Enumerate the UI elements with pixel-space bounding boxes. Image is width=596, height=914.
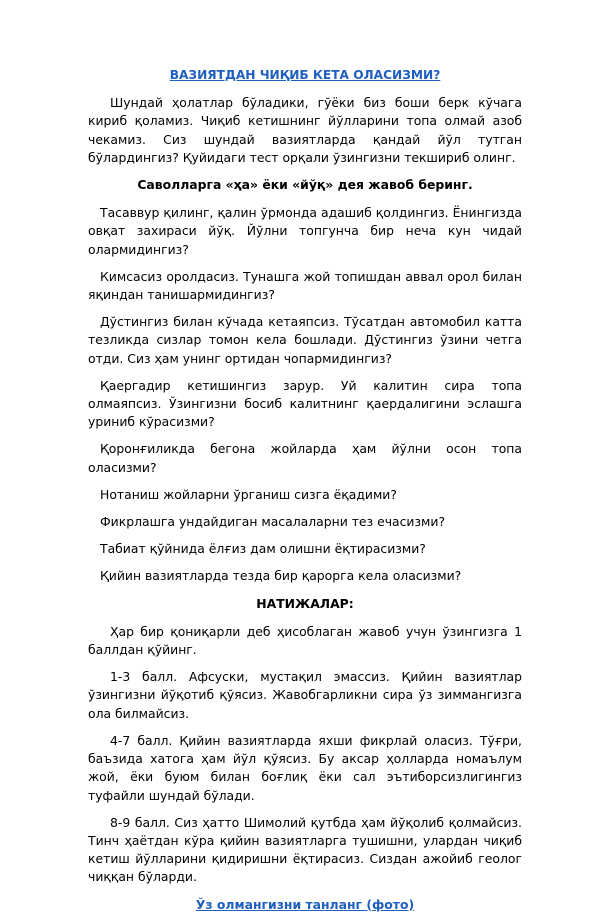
question-6: Нотаниш жойларни ўрганиш сизга ёқадими?: [100, 486, 397, 502]
question-4: Қаергадир кетишингиз зарур. Уй калитин сира топа олмаяпсиз. Ўзингизни босиб калитнинг қаердалигини эслашга уриниб кўрасизми?: [88, 377, 522, 430]
question-1: Тасаввур қилинг, қалин ўрмонда адашиб қолдингиз. Ёнингизда овқат захираси йўқ. Йўлни топгунча бир неча кун чидай олармидингиз?: [88, 205, 522, 257]
result-8-9-paragraph: 8-9 балл. Сиз ҳатто Шимолий қутбда ҳам йўқолиб қолмайсиз. Тинч ҳаётдан кўра қийин вазиятларга тушишни, улардан чиқиб кетиш йўлларини қидиришни ёқтирасиз. Сиздан ажойиб геолог чиққан бўларди.: [88, 814, 522, 885]
question-2: Кимсасиз оролдасиз. Тунашга жой топишдан аввал орол билан яқиндан танишармидингиз?: [88, 268, 522, 303]
results-heading: НАТИЖАЛАР:: [256, 595, 354, 611]
question-9: Қийин вазиятларда тезда бир қарорга кела оласизми?: [100, 568, 462, 584]
article-title-link[interactable]: ВАЗИЯТДАН ЧИҚИБ КЕТА ОЛАСИЗМИ?: [169, 68, 441, 82]
question-7: Фикрлашга ундайдиган масалаларни тез ечасизми?: [100, 514, 446, 530]
question-3: Дўстингиз билан кўчада кетаяпсиз. Тўсатдан автомобил катта тезликда сизлар томон кела бошлади. Дўстингиз ўзини четга отди. Сиз ҳам унинг ортидан чопармидингиз?: [88, 314, 522, 366]
document-page: [88, 66, 522, 914]
result-4-7-paragraph: 4-7 балл. Қийин вазиятларда яхши фикрлай оласиз. Тўғри, баъзида хатога ҳам йўл қўясиз. Бу аксар ҳолларда номаълум жой, ёки буюм билан боғлиқ ёки сал эътиборсизлигингиз туфайли шундай бўлади.: [88, 732, 522, 803]
result-1-3-paragraph: 1-3 балл. Афсуски, мустақил эмассиз. Қийин вазиятлар ўзингизни йўқотиб қўясиз. Жавобгарликни сира ўз зиммангизга ола билмайсиз.: [88, 669, 522, 721]
results-intro-paragraph: Ҳар бир қониқарли деб ҳисоблаган жавоб учун ўзингизга 1 баллдан қўйинг.: [88, 623, 522, 658]
intro-paragraph: Шундай ҳолатлар бўладики, гўёки биз боши берк кўчага кириб қоламиз. Чиқиб кетишнинг йўлларини топа олмай азоб чекамиз. Сиз шундай вазиятларда қандай йўл тутган бўлардингиз? Қуйидаги тест орқали ўзингизни текшириб олинг.: [88, 95, 522, 165]
instruction-heading: Саволларга «ҳа» ёки «йўқ» дея жавоб беринг.: [137, 177, 473, 193]
photo-link[interactable]: Ўз олмангизни танланг (фото): [195, 896, 415, 912]
question-5: Қоронғиликда бегона жойларда ҳам йўлни осон топа оласизми?: [88, 441, 522, 475]
question-8: Табиат қўйнида ёлғиз дам олишни ёқтирасизми?: [100, 541, 426, 557]
